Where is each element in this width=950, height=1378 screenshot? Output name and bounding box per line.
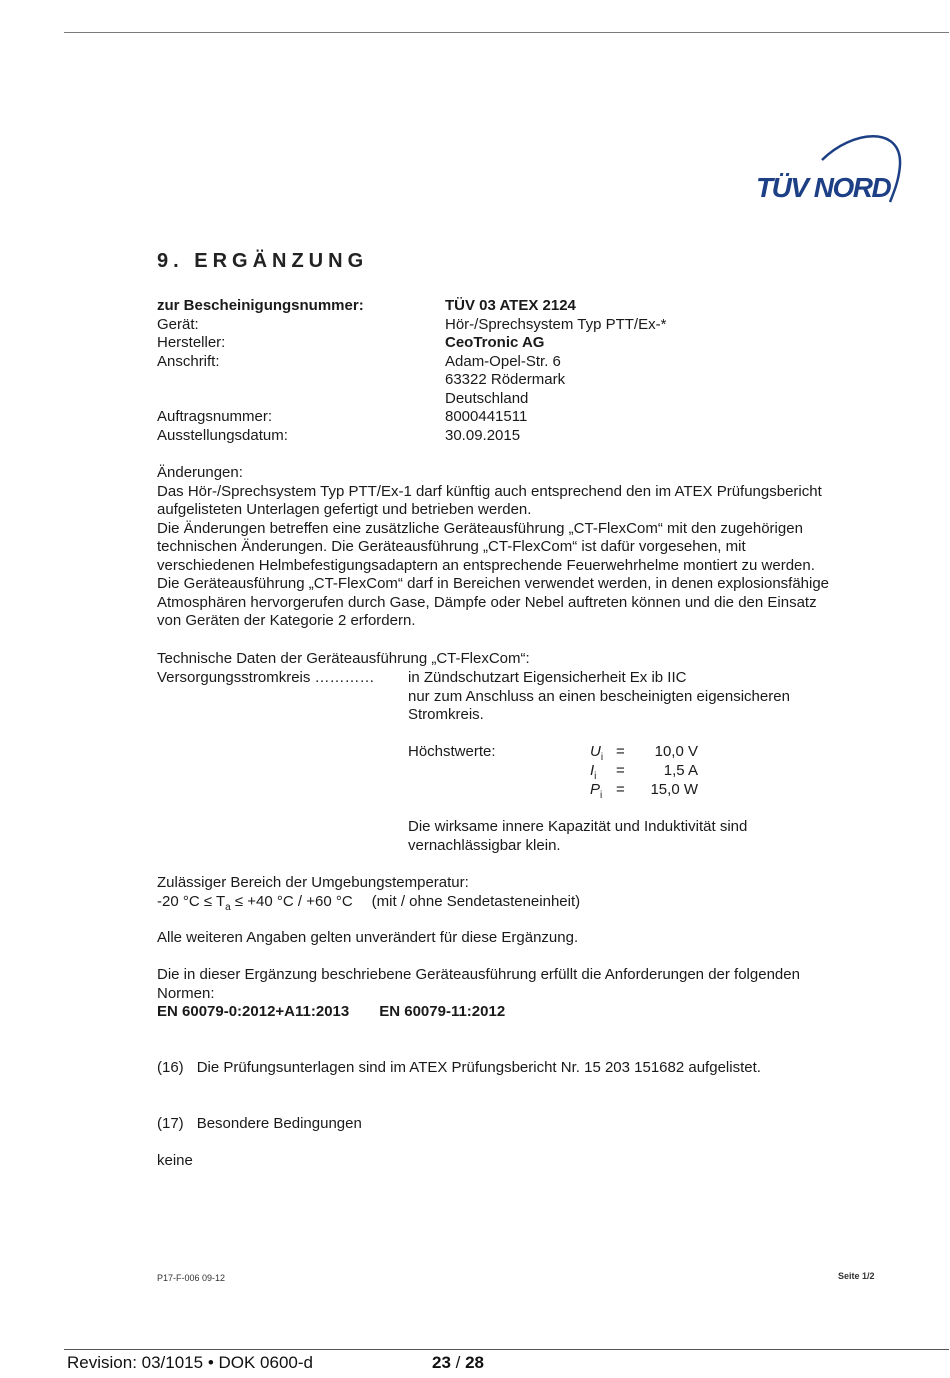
- norms-section: [157, 966, 892, 1022]
- supply-label: Versorgungsstromkreis …………: [157, 669, 375, 686]
- device-value: Hör-/Sprechsystem Typ PTT/Ex-*: [445, 315, 667, 333]
- page-current: 23: [432, 1353, 451, 1372]
- page-heading: 9. ERGÄNZUNG: [157, 250, 369, 272]
- temperature-title: Zulässiger Bereich der Umgebungstemperatur:: [157, 874, 469, 891]
- standard-1: EN 60079-0:2012+A11:2013: [157, 1003, 350, 1020]
- maker-value: CeoTronic AG: [445, 334, 545, 351]
- order-value: 8000441511: [445, 408, 528, 425]
- max-eq: =: [616, 743, 625, 760]
- date-value: 30.09.2015: [445, 426, 521, 444]
- temperature-range: -20 $^\circ C \le T_a \le +40$ °C / +60 °C (mit / ohne Sendetasteneinheit): [157, 892, 581, 913]
- norms-standards: [157, 1003, 892, 1022]
- supply-line: Stromkreis.: [408, 706, 484, 723]
- max-values-label: Höchstwerte:: [408, 743, 496, 760]
- maker-label: Hersteller:: [157, 334, 226, 351]
- form-code: P17-F-006 09-12: [157, 1273, 226, 1283]
- cert-value: TÜV 03 ATEX 2124: [445, 297, 576, 314]
- max-symbol: $I_i$: [590, 762, 597, 782]
- item-number: (16): [157, 1059, 184, 1076]
- item-16: [157, 1059, 892, 1078]
- page-number: [432, 1353, 484, 1373]
- norms-line: Normen:: [157, 984, 215, 1002]
- max-eq: =: [616, 781, 625, 798]
- item-text: Die Prüfungsunterlagen sind im ATEX Prüfungsbericht Nr. 15 203 151682 aufgelistet.: [196, 1059, 761, 1076]
- max-value: 10,0 V: [654, 743, 698, 760]
- item-text: Besondere Bedingungen: [196, 1115, 362, 1132]
- max-value: 1,5 A: [663, 762, 698, 779]
- max-symbol: $U_i$: [590, 743, 604, 763]
- address-line: Adam-Opel-Str. 6: [445, 352, 561, 370]
- changes-section: [157, 464, 892, 631]
- max-symbol: $P_i$: [590, 781, 603, 801]
- standard-2: EN 60079-11:2012: [379, 1003, 506, 1020]
- tuv-nord-logo: [752, 130, 912, 210]
- top-rule: [64, 32, 949, 33]
- note-line: vernachlässigbar klein.: [408, 836, 561, 854]
- capacity-note: [408, 818, 888, 855]
- changes-line: Atmosphären hervorgerufen durch Gase, Dämpfe oder Nebel auftreten können und die den Einsatz: [157, 593, 817, 611]
- changes-line: technischen Änderungen. Die Geräteausführung „CT-FlexCom“ ist dafür vorgesehen, mit: [157, 538, 746, 555]
- supply-line: nur zum Anschluss an einen bescheinigten eigensicheren: [408, 687, 790, 705]
- order-label: Auftragsnummer:: [157, 408, 273, 425]
- changes-title: Änderungen:: [157, 464, 243, 481]
- changes-line: verschiedenen Helmbefestigungsadaptern an entsprechende Feuerwehrhelme montiert zu werden.: [157, 556, 815, 574]
- changes-line: Die Änderungen betreffen eine zusätzliche Geräteausführung „CT-FlexCom“ mit den zugehörigen: [157, 519, 803, 537]
- changes-line: von Geräten der Kategorie 2 erfordern.: [157, 612, 416, 629]
- item-number: (17): [157, 1115, 184, 1132]
- temperature-section: [157, 874, 892, 917]
- item-17: [157, 1115, 892, 1134]
- page-indicator: Seite 1/2: [838, 1271, 875, 1281]
- page-total: 28: [465, 1353, 485, 1372]
- page-separator: /: [450, 1353, 466, 1372]
- cert-label: zur Bescheinigungsnummer:: [157, 297, 364, 314]
- norms-line: Die in dieser Ergänzung beschriebene Geräteausführung erfüllt die Anforderungen der folgenden: [157, 966, 800, 983]
- address-line: 63322 Rödermark: [445, 371, 566, 388]
- changes-line: aufgelisteten Unterlagen gefertigt und betrieben werden.: [157, 501, 532, 518]
- address-line: Deutschland: [445, 389, 529, 407]
- none-text: keine: [157, 1152, 193, 1169]
- tech-title: Technische Daten der Geräteausführung „CT-FlexCom“:: [157, 650, 530, 667]
- note-line: Die wirksame innere Kapazität und Induktivität sind: [408, 818, 748, 835]
- max-eq: =: [616, 762, 625, 779]
- unchanged-note: Alle weiteren Angaben gelten unverändert für diese Ergänzung.: [157, 929, 579, 946]
- changes-line: Die Geräteausführung „CT-FlexCom“ darf in Bereichen verwendet werden, in denen explosionsfähige: [157, 575, 830, 592]
- device-label: Gerät:: [157, 315, 199, 333]
- supply-description: [408, 669, 888, 725]
- bottom-rule: [64, 1349, 949, 1350]
- date-label: Ausstellungsdatum:: [157, 426, 288, 444]
- changes-line: Das Hör-/Sprechsystem Typ PTT/Ex-1 darf künftig auch entsprechend den im ATEX Prüfungsbericht: [157, 482, 822, 500]
- revision-text: Revision: 03/1015 • DOK 0600-d: [67, 1353, 313, 1372]
- address-label: Anschrift:: [157, 352, 220, 370]
- logo-text: TÜV NORD: [756, 172, 891, 203]
- certificate-info: [157, 297, 666, 445]
- supply-line: in Zündschutzart Eigensicherheit Ex ib IIC: [408, 669, 687, 686]
- max-value: 15,0 W: [650, 781, 698, 798]
